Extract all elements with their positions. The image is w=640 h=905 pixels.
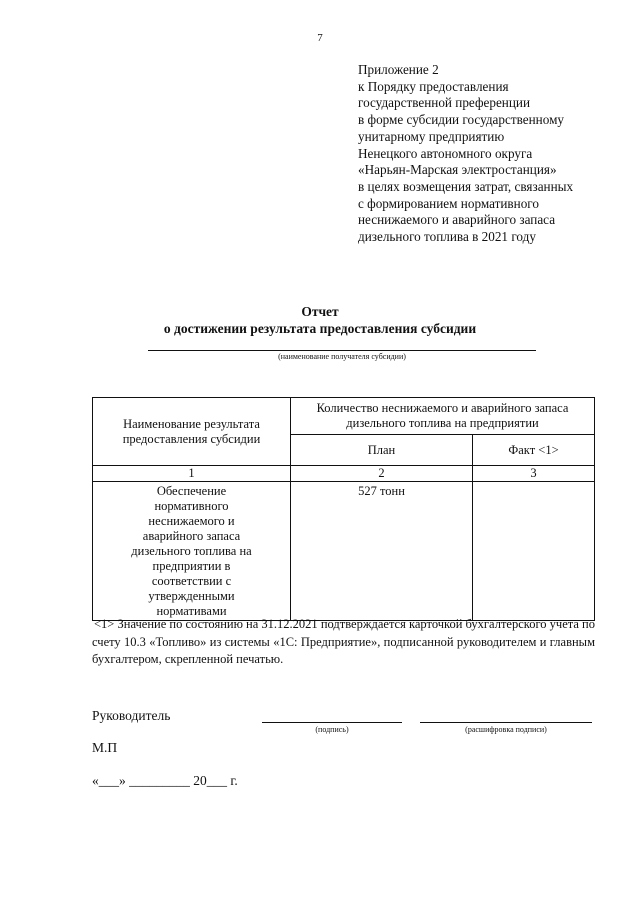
appendix-line: в целях возмещения затрат, связанных [358, 178, 574, 194]
appendix-line: государственной преференции [358, 95, 531, 111]
table-header-row [93, 398, 595, 435]
table-number-row [93, 466, 595, 482]
appendix-line: неснижаемого и аварийного запаса [358, 212, 556, 228]
appendix-header [358, 62, 628, 246]
signature-caption: (подпись) [315, 725, 349, 734]
appendix-line: унитарному предприятию [358, 128, 505, 144]
report-table [92, 397, 595, 621]
appendix-line: «Нарьян-Марская электростанция» [358, 162, 557, 178]
report-title [0, 303, 640, 337]
recipient-name-line [148, 350, 536, 351]
report-title-line1: Отчет [301, 304, 339, 319]
fact-cell [473, 482, 595, 621]
plan-cell: 527 тонн [291, 482, 473, 621]
appendix-line: Приложение 2 [358, 62, 439, 77]
signature-line [262, 722, 402, 723]
date-line: «___» _________ 20___ г. [92, 773, 238, 788]
header-plan: План [291, 435, 473, 466]
appendix-line: в форме субсидии государственному [358, 112, 565, 128]
signature-name-caption: (расшифровка подписи) [465, 725, 547, 734]
result-cell: Обеспечение нормативного неснижаемого и аварийного запаса дизельного топлива на предприятии в соответствии с утвержденными нормативами [93, 482, 291, 621]
signature-label: Руководитель [92, 708, 171, 723]
appendix-line: к Порядку предоставления [358, 78, 509, 94]
table-row [93, 482, 595, 621]
report-title-line2: о достижении результата предоставления субсидии [163, 321, 477, 336]
stamp-label: М.П [92, 740, 118, 755]
appendix-line: Ненецкого автономного округа [358, 145, 533, 161]
col-number: 3 [473, 466, 595, 482]
header-result: Наименование результата предоставления субсидии [93, 398, 291, 466]
header-quantity: Количество неснижаемого и аварийного запаса дизельного топлива на предприятии [291, 398, 595, 435]
page-number: 7 [317, 32, 323, 44]
appendix-line: дизельного топлива в 2021 году [358, 229, 536, 245]
signature-name-line [420, 722, 592, 723]
col-number: 2 [291, 466, 473, 482]
footnote: <1> Значение по состоянию на 31.12.2021 подтверждается карточкой бухгалтерского учета по счету 10.3 «Топливо» из системы «1С: Предприятие», подписанной руководителем и главным бухгалтером, скрепленной печатью. [92, 617, 595, 666]
header-fact: Факт <1> [473, 435, 595, 466]
recipient-caption: (наименование получателя субсидии) [278, 352, 406, 361]
appendix-line: с формированием нормативного [358, 195, 539, 211]
col-number: 1 [93, 466, 291, 482]
